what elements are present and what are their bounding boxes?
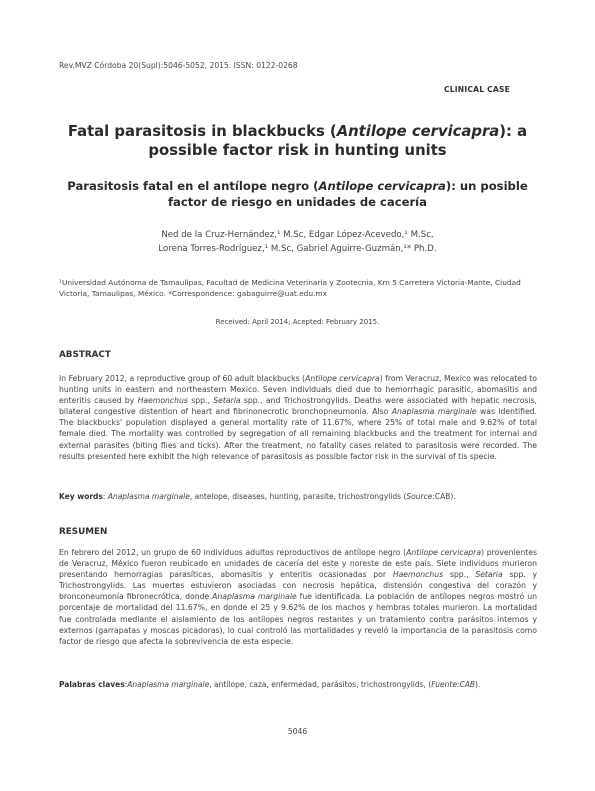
resumen-seg-3: spp., (443, 570, 476, 580)
abstract-seg-5: was identified. The blackbucks' population displayed a general mortality rate of 11.67%, where 25% of total male and 9.62% of total female died. The mortality was controlled by segregation of all remaining blackbucks and the treatment for internal and external parasites (biting flies and ticks). After the treatment, no fatality cases related to parasitosis were recorded. The results presented here exhibit the high relevance of parasitosis as possible factor risk in the survival of tis specie. (59, 407, 538, 461)
author-line-2: Lorena Torres-Rodríguez,¹ M.Sc, Gabriel Aguirre-Guzmán,¹* Ph.D. (158, 244, 437, 254)
keywords-es-label: Palabras claves (59, 680, 125, 689)
abstract-heading: ABSTRACT (59, 350, 111, 360)
keywords-es-seg-1: , antílope, caza, enfermedad, parásitos, trichostrongylids, ( (209, 680, 432, 689)
resumen-seg-5: fue identificada. La población de antílopes negros mostró un porcentaje de mortalidad del 11.67%, en donde el 25 y 9.62% de los machos y hembras totales murieron. La mortalidad fue controlada mediante el aislamiento de los antílopes negros restantes y un tratamiento contra parásitos internos y externos (garrapatas y moscas picadoras), lo cual controló las mortalidades y reveló la importancia de la parasitosis como factor de riesgo que afecta la sobrevivencia de esta especie. (59, 592, 537, 646)
keywords-spanish (59, 680, 537, 689)
keywords-en-italic-1: Anaplasma marginale (107, 492, 190, 501)
author-list (60, 228, 535, 256)
abstract-italic-1: Antilope cervicapra (305, 374, 380, 383)
author-line-1: Ned de la Cruz-Hernández,¹ M.Sc, Edgar López-Acevedo,¹ M.Sc, (161, 230, 434, 240)
keywords-en-italic-2: Source (406, 492, 433, 501)
title-es-part1: Parasitosis fatal en el antílope negro ( (67, 179, 319, 193)
keywords-es-colon: : (124, 680, 128, 689)
resumen-italic-4: Anaplasma marginale (212, 592, 297, 602)
keywords-es-italic-1: Anaplasma marginale (127, 680, 210, 689)
keywords-es-italic-2: Fuente:CAB (431, 680, 475, 689)
resumen-italic-2: Haemonchus (392, 570, 444, 580)
abstract-seg-2: ) from Veracruz, Mexico was relocated to hunting units in eastern and northeastern Mexico. Seven individuals died due to hemorrhagic parasitic, abomasitis and enteritis caused by (59, 374, 537, 406)
section-tag: CLINICAL CASE (443, 85, 510, 94)
abstract-italic-3: Setaria (213, 396, 241, 406)
affiliation: ¹Universidad Autónoma de Tamaulipas, Facultad de Medicina Veterinaria y Zootecnia, Km 5 Carretera Victoria-Mante, Ciudad Victoria, Tamaulipas, México. *Correspondence: gabaguirre@uat.edu.mx (59, 278, 521, 298)
resumen-italic-3: Setaria (475, 570, 503, 580)
keywords-en-seg-2: :CAB). (432, 492, 456, 501)
article-title-english (40, 122, 555, 160)
abstract-seg-3: spp., (187, 396, 214, 406)
title-es-species: Antilope cervicapra (318, 179, 446, 193)
resumen-seg-2: ) provenientes de Veracruz, México fueron reubicado en unidades de cacería del este y noreste de este país. Siete individuos murieron presentando hemorragias parasíticas, abomasitis y enteritis ocasionadas por (59, 548, 537, 580)
resumen-italic-1: Antilope cervicapra (406, 548, 482, 557)
journal-citation: Rev.MVZ Córdoba 20(Supl):5046-5052, 2015. ISSN: 0122-0268 (59, 61, 298, 70)
abstract-seg-4: spp., and Trichostrongylids. Deaths were associated with hepatic necrosis, bilateral congestive distention of heart and fibrinonecrotic bronchopneumonia. Also (59, 396, 537, 417)
keywords-en-colon: : (102, 492, 106, 501)
keywords-es-seg-2: ). (475, 680, 481, 689)
title-en-species: Antilope cervicapra (336, 123, 500, 140)
abstract-text (59, 373, 537, 462)
resumen-text (59, 547, 537, 647)
title-es-part2: ): un posible factor de riesgo en unidades de cacería (168, 179, 528, 209)
keywords-english (59, 492, 537, 501)
resumen-heading: RESUMEN (59, 527, 108, 537)
abstract-italic-2: Haemonchus (137, 396, 188, 406)
keywords-en-seg-1: , antelope, diseases, hunting, parasite, trichostrongylids ( (189, 492, 407, 501)
page-number: 5046 (287, 727, 308, 736)
title-en-part1: Fatal parasitosis in blackbucks ( (67, 123, 337, 140)
article-title-spanish (60, 178, 535, 210)
resumen-seg-1: En febrero del 2012, un grupo de 60 individuos adultos reproductivos de antílope negro ( (59, 548, 407, 557)
resumen-seg-4: spp. y Trichostrongylids. Las muertes estuvieron asociadas con necrosis hepática, distensión congestiva del corazón y bronconeumonía fibronecrótica, donde (59, 570, 537, 602)
title-en-part2: ): a possible factor risk in hunting units (148, 123, 528, 159)
received-dates: Received: April 2014; Acepted: February 2015. (215, 318, 380, 326)
abstract-seg-1: In February 2012, a reproductive group of 60 adult blackbucks ( (59, 374, 306, 383)
keywords-en-label: Key words (59, 492, 103, 501)
abstract-italic-4: Anaplasma marginale (391, 407, 477, 417)
